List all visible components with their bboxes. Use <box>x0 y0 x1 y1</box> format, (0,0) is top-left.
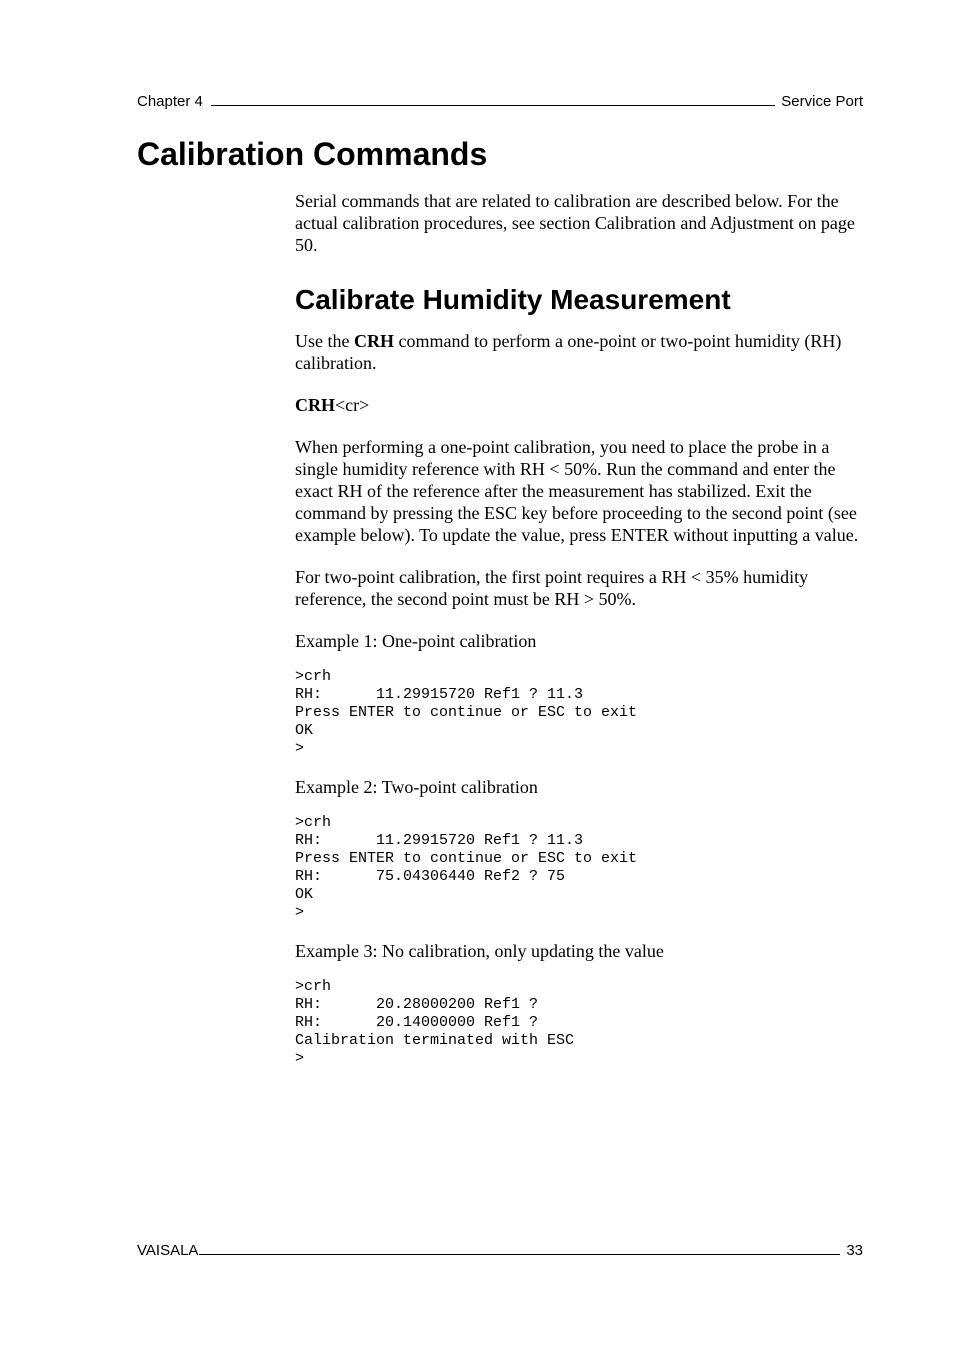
page-header <box>137 90 863 110</box>
one-point-paragraph: When performing a one-point calibration, you need to place the probe in a single humidity reference with RH < 50%. Run the command and enter the exact RH of the reference after the measurement has stabilized. Exit the command by pressing the ESC key before proceeding to the second point (see example below). To update the value, press ENTER without inputting a value. <box>295 437 859 545</box>
example-caption: Example 2: Two-point calibration <box>295 777 538 797</box>
two-point-paragraph: For two-point calibration, the first point requires a RH < 35% humidity reference, the second point must be RH > 50%. <box>295 567 809 609</box>
intro-paragraph: Serial commands that are related to calibration are described below. For the actual calibration procedures, see section Calibration and Adjustment on page 50. <box>295 191 855 255</box>
page-footer <box>137 1239 863 1259</box>
chapter-label: Chapter 4 <box>137 93 203 110</box>
usage-text-pre: Use the <box>295 331 354 351</box>
syntax-line <box>295 394 865 416</box>
footer-rule <box>199 1254 840 1255</box>
page-number: 33 <box>846 1242 863 1259</box>
usage-paragraph <box>295 330 865 374</box>
page-title: Calibration Commands <box>137 136 488 172</box>
example-code-block: >crh RH: 11.29915720 Ref1 ? 11.3 Press ENTER to continue or ESC to exit RH: 75.04306440 Ref2 ? 75 OK > <box>295 814 638 921</box>
example-code-block: >crh RH: 20.28000200 Ref1 ? RH: 20.14000000 Ref1 ? Calibration terminated with ESC > <box>295 978 575 1067</box>
syntax-command: CRH <box>295 395 335 415</box>
usage-text-post: command to perform a one-point or two-point humidity (RH) calibration. <box>295 331 842 373</box>
example-code-block: >crh RH: 11.29915720 Ref1 ? 11.3 Press ENTER to continue or ESC to exit OK > <box>295 668 638 757</box>
usage-command: CRH <box>353 331 394 351</box>
example-caption: Example 1: One-point calibration <box>295 631 537 651</box>
section-label: Service Port <box>781 93 863 110</box>
main-content <box>295 190 865 1068</box>
example-caption: Example 3: No calibration, only updating the value <box>295 941 664 961</box>
brand-label: VAISALA <box>137 1242 199 1259</box>
syntax-argument: <cr> <box>335 395 370 415</box>
header-rule <box>211 105 775 106</box>
subsection-title: Calibrate Humidity Measurement <box>295 284 731 315</box>
